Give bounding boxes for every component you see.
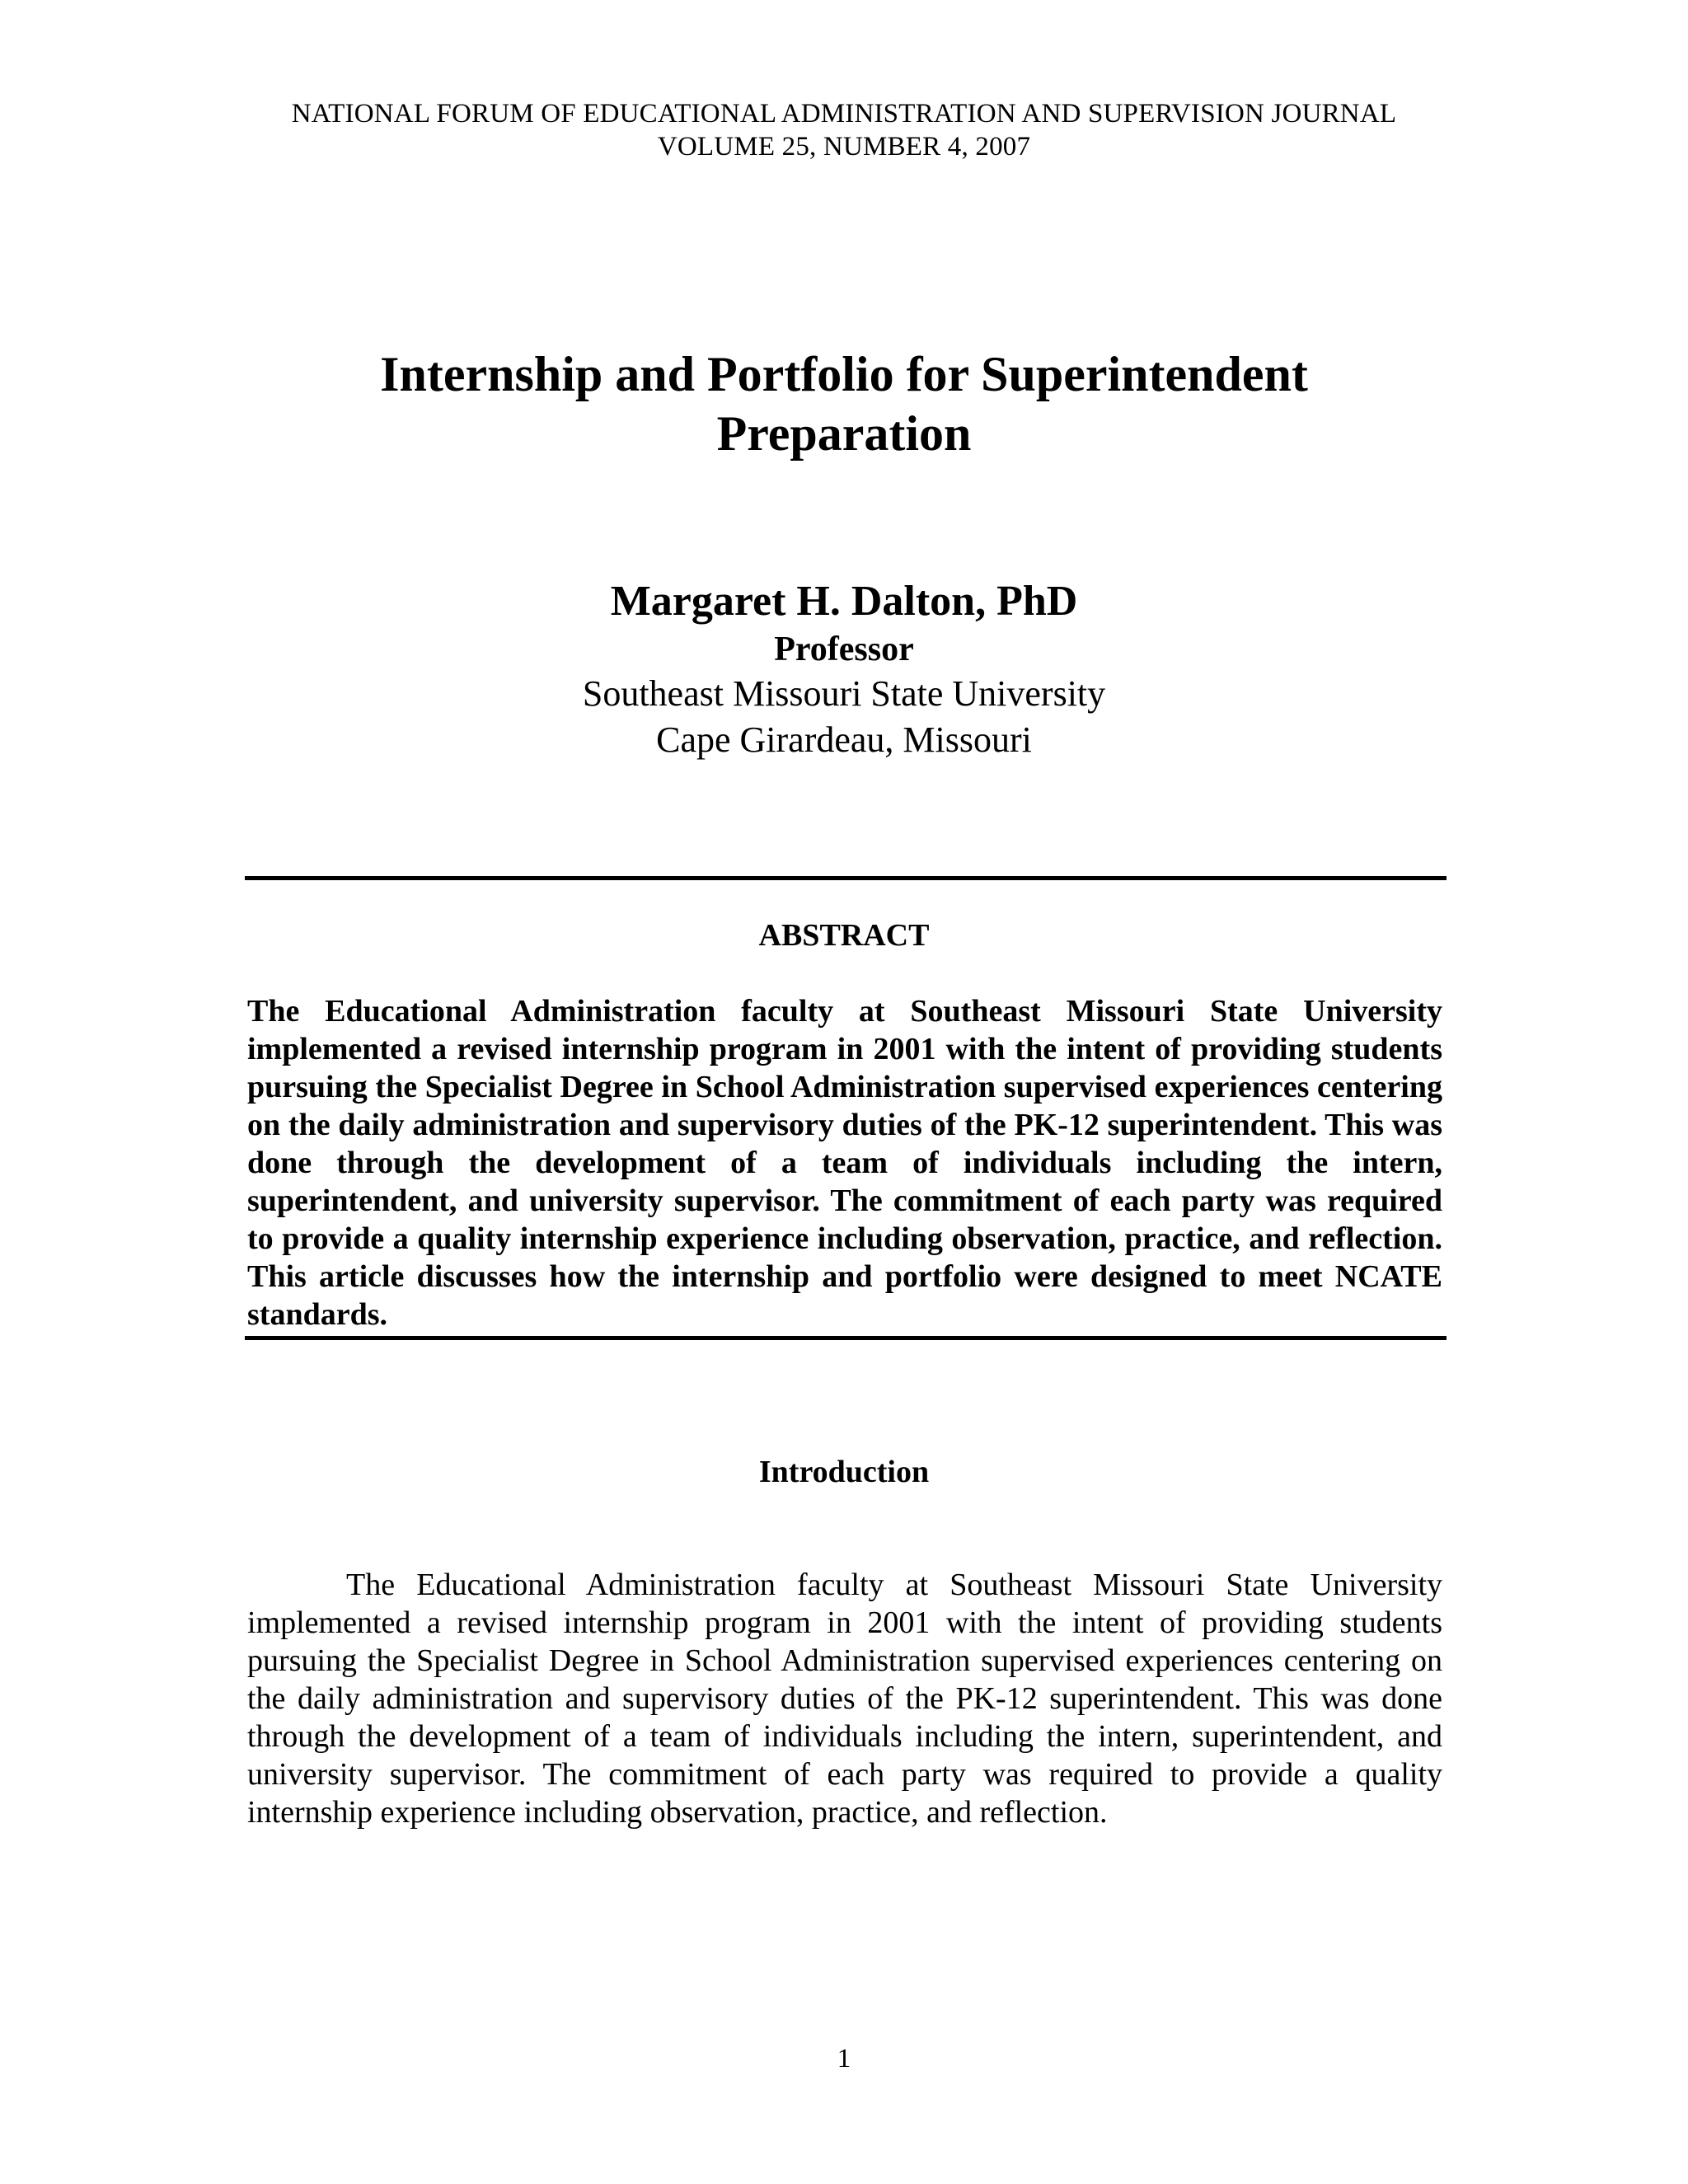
abstract-top-rule <box>245 876 1447 880</box>
author-block <box>0 575 1688 763</box>
abstract-heading: ABSTRACT <box>758 918 930 953</box>
journal-name: NATIONAL FORUM OF EDUCATIONAL ADMINISTRATION AND SUPERVISION JOURNAL <box>291 99 1397 129</box>
article-title-line-1: Internship and Portfolio for Superintendent <box>380 347 1308 401</box>
page-number: 1 <box>837 2044 851 2074</box>
article-title-line-2: Preparation <box>716 406 972 461</box>
author-institution: Southeast Missouri State University <box>582 673 1106 714</box>
abstract-bottom-rule <box>245 1336 1447 1340</box>
article-title <box>247 344 1441 463</box>
author-location: Cape Girardeau, Missouri <box>656 719 1032 760</box>
author-position: Professor <box>774 630 914 668</box>
introduction-paragraph: The Educational Administration faculty at Southeast Missouri State University implemented a revised internship program in 2001 with the intent of providing students pursuing the Specialist Degree in School Administration supervised experiences centering on the daily administration and supervisory duties of the PK-12 superintendent. This was done through the development of a team of individuals including the intern, superintendent, and university supervisor. The commitment of each party was required to provide a quality internship experience including observation, practice, and reflection. <box>247 1568 1442 1830</box>
author-name: Margaret H. Dalton, PhD <box>610 578 1078 625</box>
introduction-heading: Introduction <box>758 1455 930 1489</box>
abstract-text: The Educational Administration faculty at Southeast Missouri State University implemented a revised internship program in 2001 with the intent of providing students pursuing the Specialist Degree in School Administration supervised experiences centering on the daily administration and supervisory duties of the PK-12 superintendent. This was done through the development of a team of individuals including the intern, superintendent, and university supervisor. The commitment of each party was required to provide a quality internship experience including observation, practice, and reflection. This article discusses how the internship and portfolio were designed to meet NCATE standards. <box>247 994 1442 1332</box>
journal-volume: VOLUME 25, NUMBER 4, 2007 <box>657 132 1031 162</box>
journal-header <box>0 97 1688 163</box>
